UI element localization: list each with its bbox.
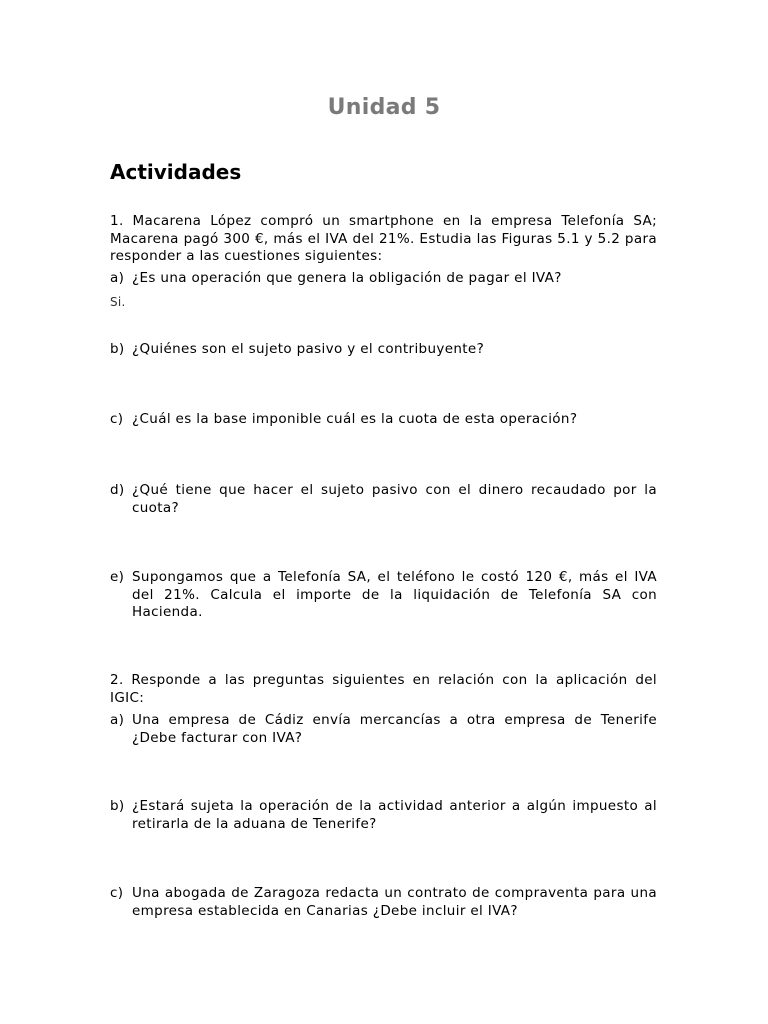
question-2b-label: b) xyxy=(110,798,125,814)
unit-title: Unidad 5 xyxy=(327,95,441,120)
question-1d-text: ¿Qué tiene que hacer el sujeto pasivo con el dinero recaudado por la cuota? xyxy=(132,482,657,516)
answer-1a: Si. xyxy=(110,295,126,309)
question-2-intro: 2. Responde a las preguntas siguientes en relación con la aplicación del IGIC: xyxy=(110,672,657,706)
question-2c xyxy=(110,885,657,920)
question-2a-label: a) xyxy=(110,712,125,728)
question-1b xyxy=(110,341,657,359)
question-1b-label: b) xyxy=(110,341,125,357)
question-1c xyxy=(110,411,657,429)
question-1b-text: ¿Quiénes son el sujeto pasivo y el contribuyente? xyxy=(132,341,485,357)
question-2a-text: Una empresa de Cádiz envía mercancías a otra empresa de Tenerife ¿Debe facturar con IVA? xyxy=(132,712,657,746)
question-1e xyxy=(110,569,657,622)
question-1-intro: 1. Macarena López compró un smartphone en la empresa Telefonía SA; Macarena pagó 300 €, más el IVA del 21%. Estudia las Figuras 5.1 y 5.2 para responder a las cuestiones siguientes: xyxy=(110,213,657,264)
question-2c-label: c) xyxy=(110,885,124,901)
question-2b-text: ¿Estará sujeta la operación de la actividad anterior a algún impuesto al retirarla de la aduana de Tenerife? xyxy=(132,798,657,832)
section-title: Actividades xyxy=(110,160,242,184)
question-2c-text: Una abogada de Zaragoza redacta un contrato de compraventa para una empresa establecida en Canarias ¿Debe incluir el IVA? xyxy=(132,885,657,919)
question-1c-text: ¿Cuál es la base imponible cuál es la cuota de esta operación? xyxy=(132,411,578,427)
question-1a xyxy=(110,270,657,288)
question-1d xyxy=(110,482,657,517)
question-2b xyxy=(110,798,657,833)
question-1e-label: e) xyxy=(110,569,125,585)
question-1c-label: c) xyxy=(110,411,124,427)
question-2a xyxy=(110,712,657,747)
question-1d-label: d) xyxy=(110,482,125,498)
question-1a-text: ¿Es una operación que genera la obligación de pagar el IVA? xyxy=(132,270,562,286)
question-1a-label: a) xyxy=(110,270,125,286)
question-1e-text: Supongamos que a Telefonía SA, el teléfono le costó 120 €, más el IVA del 21%. Calcula el importe de la liquidación de Telefonía SA con Hacienda. xyxy=(132,569,657,620)
